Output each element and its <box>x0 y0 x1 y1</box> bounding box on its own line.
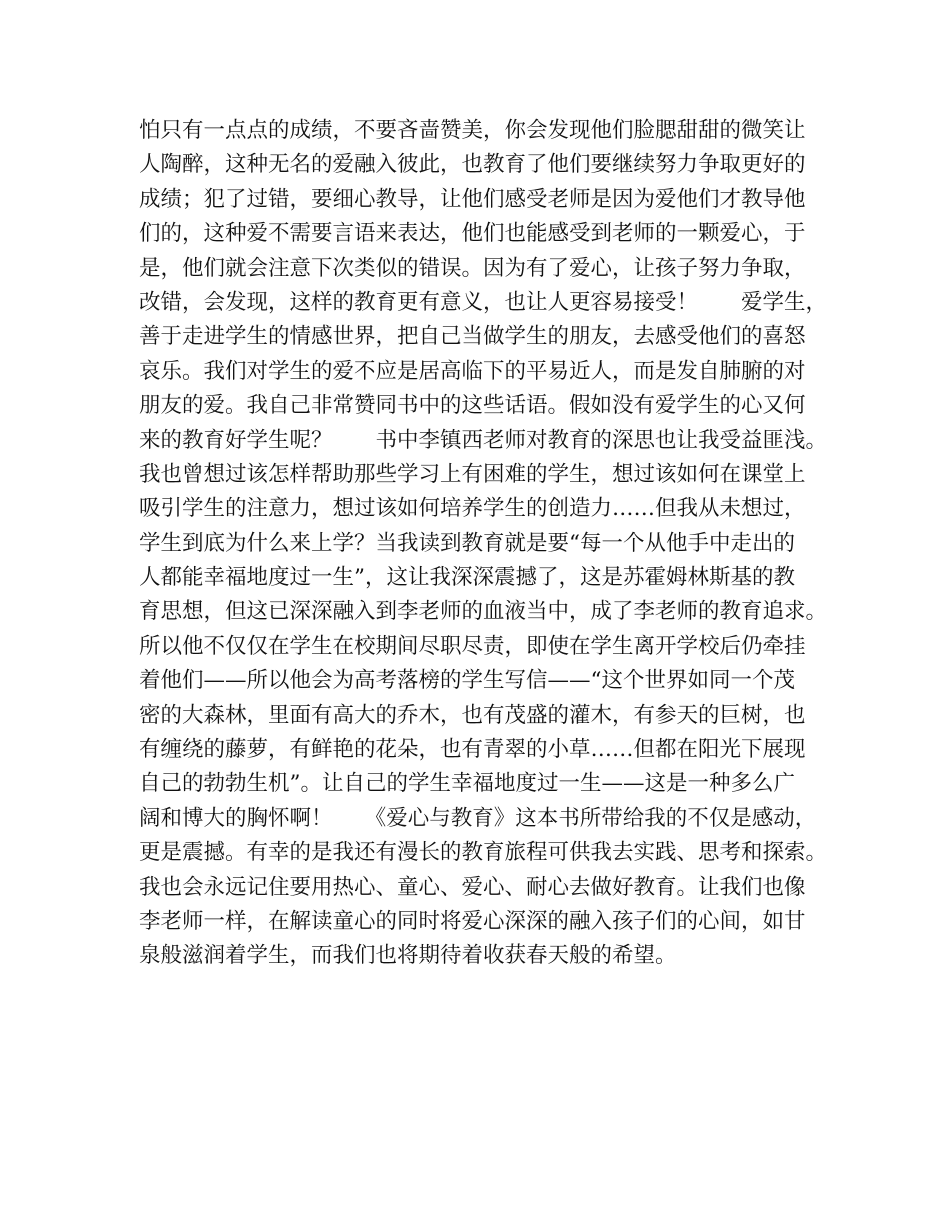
body-text <box>139 114 839 974</box>
text-line: 哀乐。我们对学生的爱不应是居高临下的平易近人，而是发自肺腑的对 <box>139 358 806 384</box>
text-line: 育思想，但这已深深融入到李老师的血液当中，成了李老师的教育追求。 <box>139 599 828 625</box>
text-line: 来的教育好学生呢？ 书中李镇西老师对教育的深思也让我受益匪浅。 <box>139 427 828 453</box>
text-line: 朋友的爱。我自己非常赞同书中的这些话语。假如没有爱学生的心又何 <box>139 393 806 419</box>
text-line: 人陶醉，这种无名的爱融入彼此，也教育了他们要继续努力争取更好的 <box>139 152 806 178</box>
text-line: 善于走进学生的情感世界，把自己当做学生的朋友，去感受他们的喜怒 <box>139 324 806 350</box>
text-line: 们的，这种爱不需要言语来表达，他们也能感受到老师的一颗爱心，于 <box>139 221 806 247</box>
text-line: 所以他不仅仅在学生在校期间尽职尽责，即使在学生离开学校后仍牵挂 <box>139 633 806 659</box>
text-line: 阔和博大的胸怀啊！ 《爱心与教育》这本书所带给我的不仅是感动， <box>139 805 817 831</box>
text-line: 李老师一样，在解读童心的同时将爱心深深的融入孩子们的心间，如甘 <box>139 908 806 934</box>
text-line: 怕只有一点点的成绩，不要吝啬赞美，你会发现他们脸腮甜甜的微笑让 <box>139 118 806 143</box>
text-line: 着他们——所以他会为高考落榜的学生写信——“这个世界如同一个茂 <box>139 668 795 694</box>
text-line: 自己的勃勃生机”。让自己的学生幸福地度过一生——这是一种多么广 <box>139 771 795 797</box>
text-line: 是，他们就会注意下次类似的错误。因为有了爱心，让孩子努力争取， <box>139 255 806 281</box>
text-line: 密的大森林，里面有高大的乔木，也有茂盛的灌木，有参天的巨树，也 <box>139 702 806 728</box>
text-line: 人都能幸福地度过一生”，这让我深深震撼了，这是苏霍姆林斯基的教 <box>139 565 795 591</box>
text-line: 泉般滋润着学生，而我们也将期待着收获春天般的希望。 <box>139 943 677 969</box>
text-line: 学生到底为什么来上学？当我读到教育就是要“每一个从他手中走出的 <box>139 530 795 556</box>
text-line: 有缠绕的藤萝，有鲜艳的花朵，也有青翠的小草……但都在阳光下展现 <box>139 737 806 763</box>
text-line: 成绩；犯了过错，要细心教导，让他们感受老师是因为爱他们才教导他 <box>139 186 806 212</box>
text-line: 我也会永远记住要用热心、童心、爱心、耐心去做好教育。让我们也像 <box>139 874 806 900</box>
text-line: 我也曾想过该怎样帮助那些学习上有困难的学生，想过该如何在课堂上 <box>139 461 806 487</box>
text-line: 改错，会发现，这样的教育更有意义，也让人更容易接受！ 爱学生， <box>139 289 828 315</box>
text-line: 更是震撼。有幸的是我还有漫长的教育旅程可供我去实践、思考和探索。 <box>139 840 828 866</box>
text-line: 吸引学生的注意力，想过该如何培养学生的创造力……但我从未想过， <box>139 496 806 522</box>
